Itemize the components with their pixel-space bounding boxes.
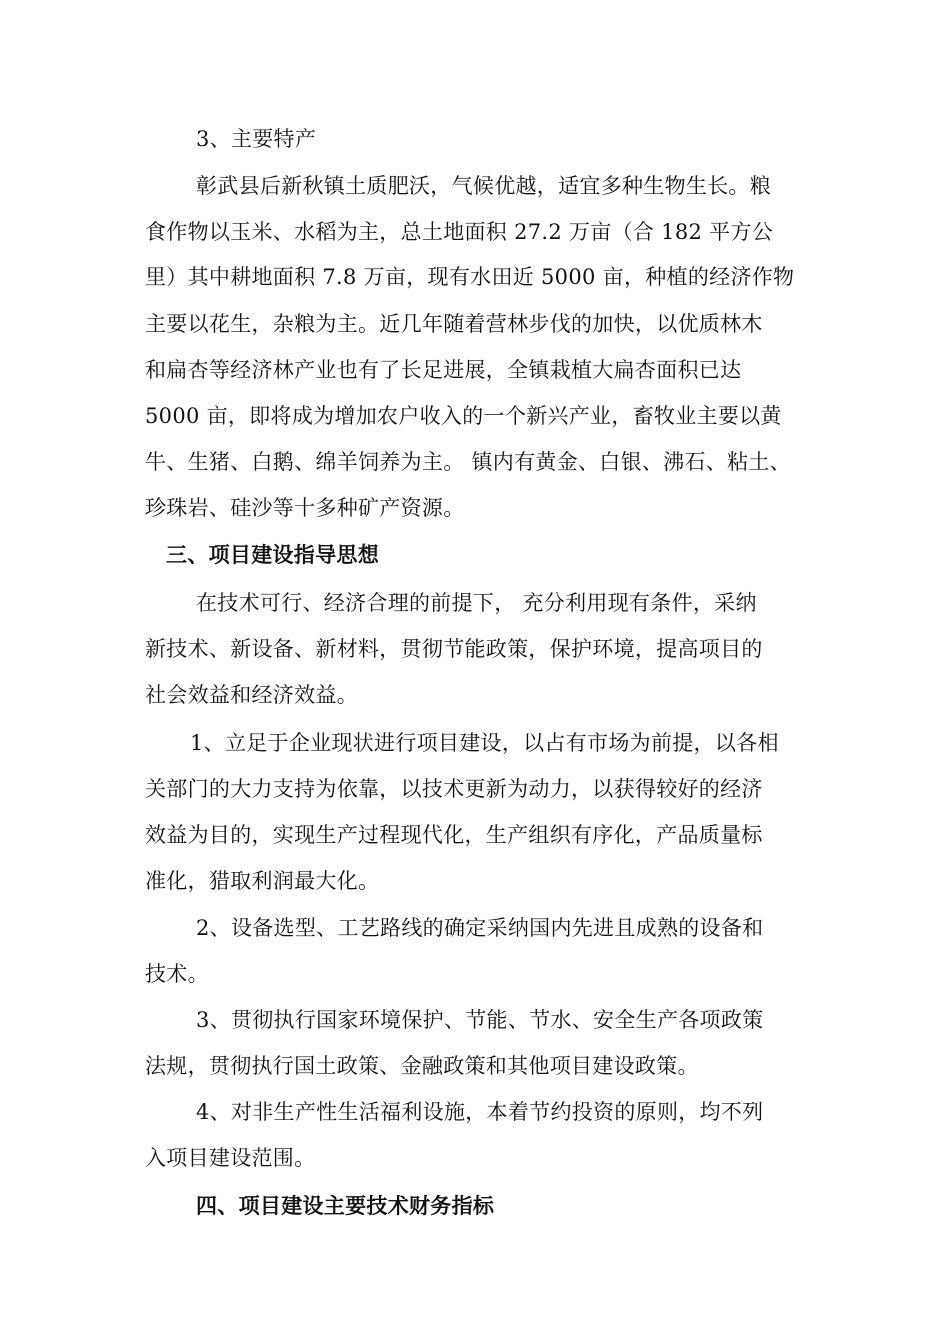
paragraph-line: 里）其中耕地面积 7.8 万亩，现有水田近 5000 亩，种植的经济作物: [145, 265, 795, 289]
paragraph-line: 牛、生猪、白鹅、绵羊饲养为主。 镇内有黄金、白银、沸石、粘土、: [145, 450, 791, 474]
paragraph-line: 和扁杏等经济林产业也有了长足进展，全镇栽植大扁杏面积已达: [145, 358, 742, 382]
section-heading: 三、项目建设指导思想: [166, 543, 379, 567]
paragraph-line: 主要以花生，杂粮为主。近几年随着营林步伐的加快，以优质林木: [145, 312, 763, 336]
list-item-line: 1、立足于企业现状进行项目建设，以占有市场为前提，以各相: [190, 731, 779, 755]
list-item-line: 入项目建设范围。: [145, 1146, 316, 1170]
paragraph-line: 食作物以玉米、水稻为主，总土地面积 27.2 万亩（合 182 平方公: [145, 220, 774, 244]
list-item-line: 技术。: [145, 962, 209, 986]
paragraph-line: 珍珠岩、硅沙等十多种矿产资源。: [145, 496, 465, 520]
paragraph-line: 在技术可行、经济合理的前提下， 充分利用现有条件，采纳: [196, 591, 757, 615]
list-item-line: 关部门的大力支持为依靠，以技术更新为动力，以获得较好的经济: [145, 777, 763, 801]
paragraph-line: 新技术、新设备、新材料，贯彻节能政策，保护环境，提高项目的: [145, 637, 763, 661]
list-item-line: 2、设备选型、工艺路线的确定采纳国内先进且成熟的设备和: [196, 916, 764, 940]
list-item-line: 4、对非生产性生活福利设施，本着节约投资的原则，均不列: [196, 1100, 764, 1124]
paragraph-line: 社会效益和经济效益。: [145, 683, 358, 707]
paragraph-line: 5000 亩，即将成为增加农户收入的一个新兴产业，畜牧业主要以黄: [145, 404, 782, 428]
section-heading: 四、项目建设主要技术财务指标: [196, 1194, 495, 1218]
list-item-line: 准化，猎取利润最大化。: [145, 869, 380, 893]
list-item-line: 法规，贯彻执行国土政策、金融政策和其他项目建设政策。: [145, 1054, 699, 1078]
paragraph-line: 彰武县后新秋镇土质肥沃，气候优越，适宜多种生物生长。粮: [196, 174, 772, 198]
list-item-line: 效益为目的，实现生产过程现代化，生产组织有序化，产品质量标: [145, 823, 763, 847]
list-item-line: 3、贯彻执行国家环境保护、节能、节水、安全生产各项政策: [196, 1008, 764, 1032]
subsection-heading: 3、主要特产: [196, 127, 317, 151]
